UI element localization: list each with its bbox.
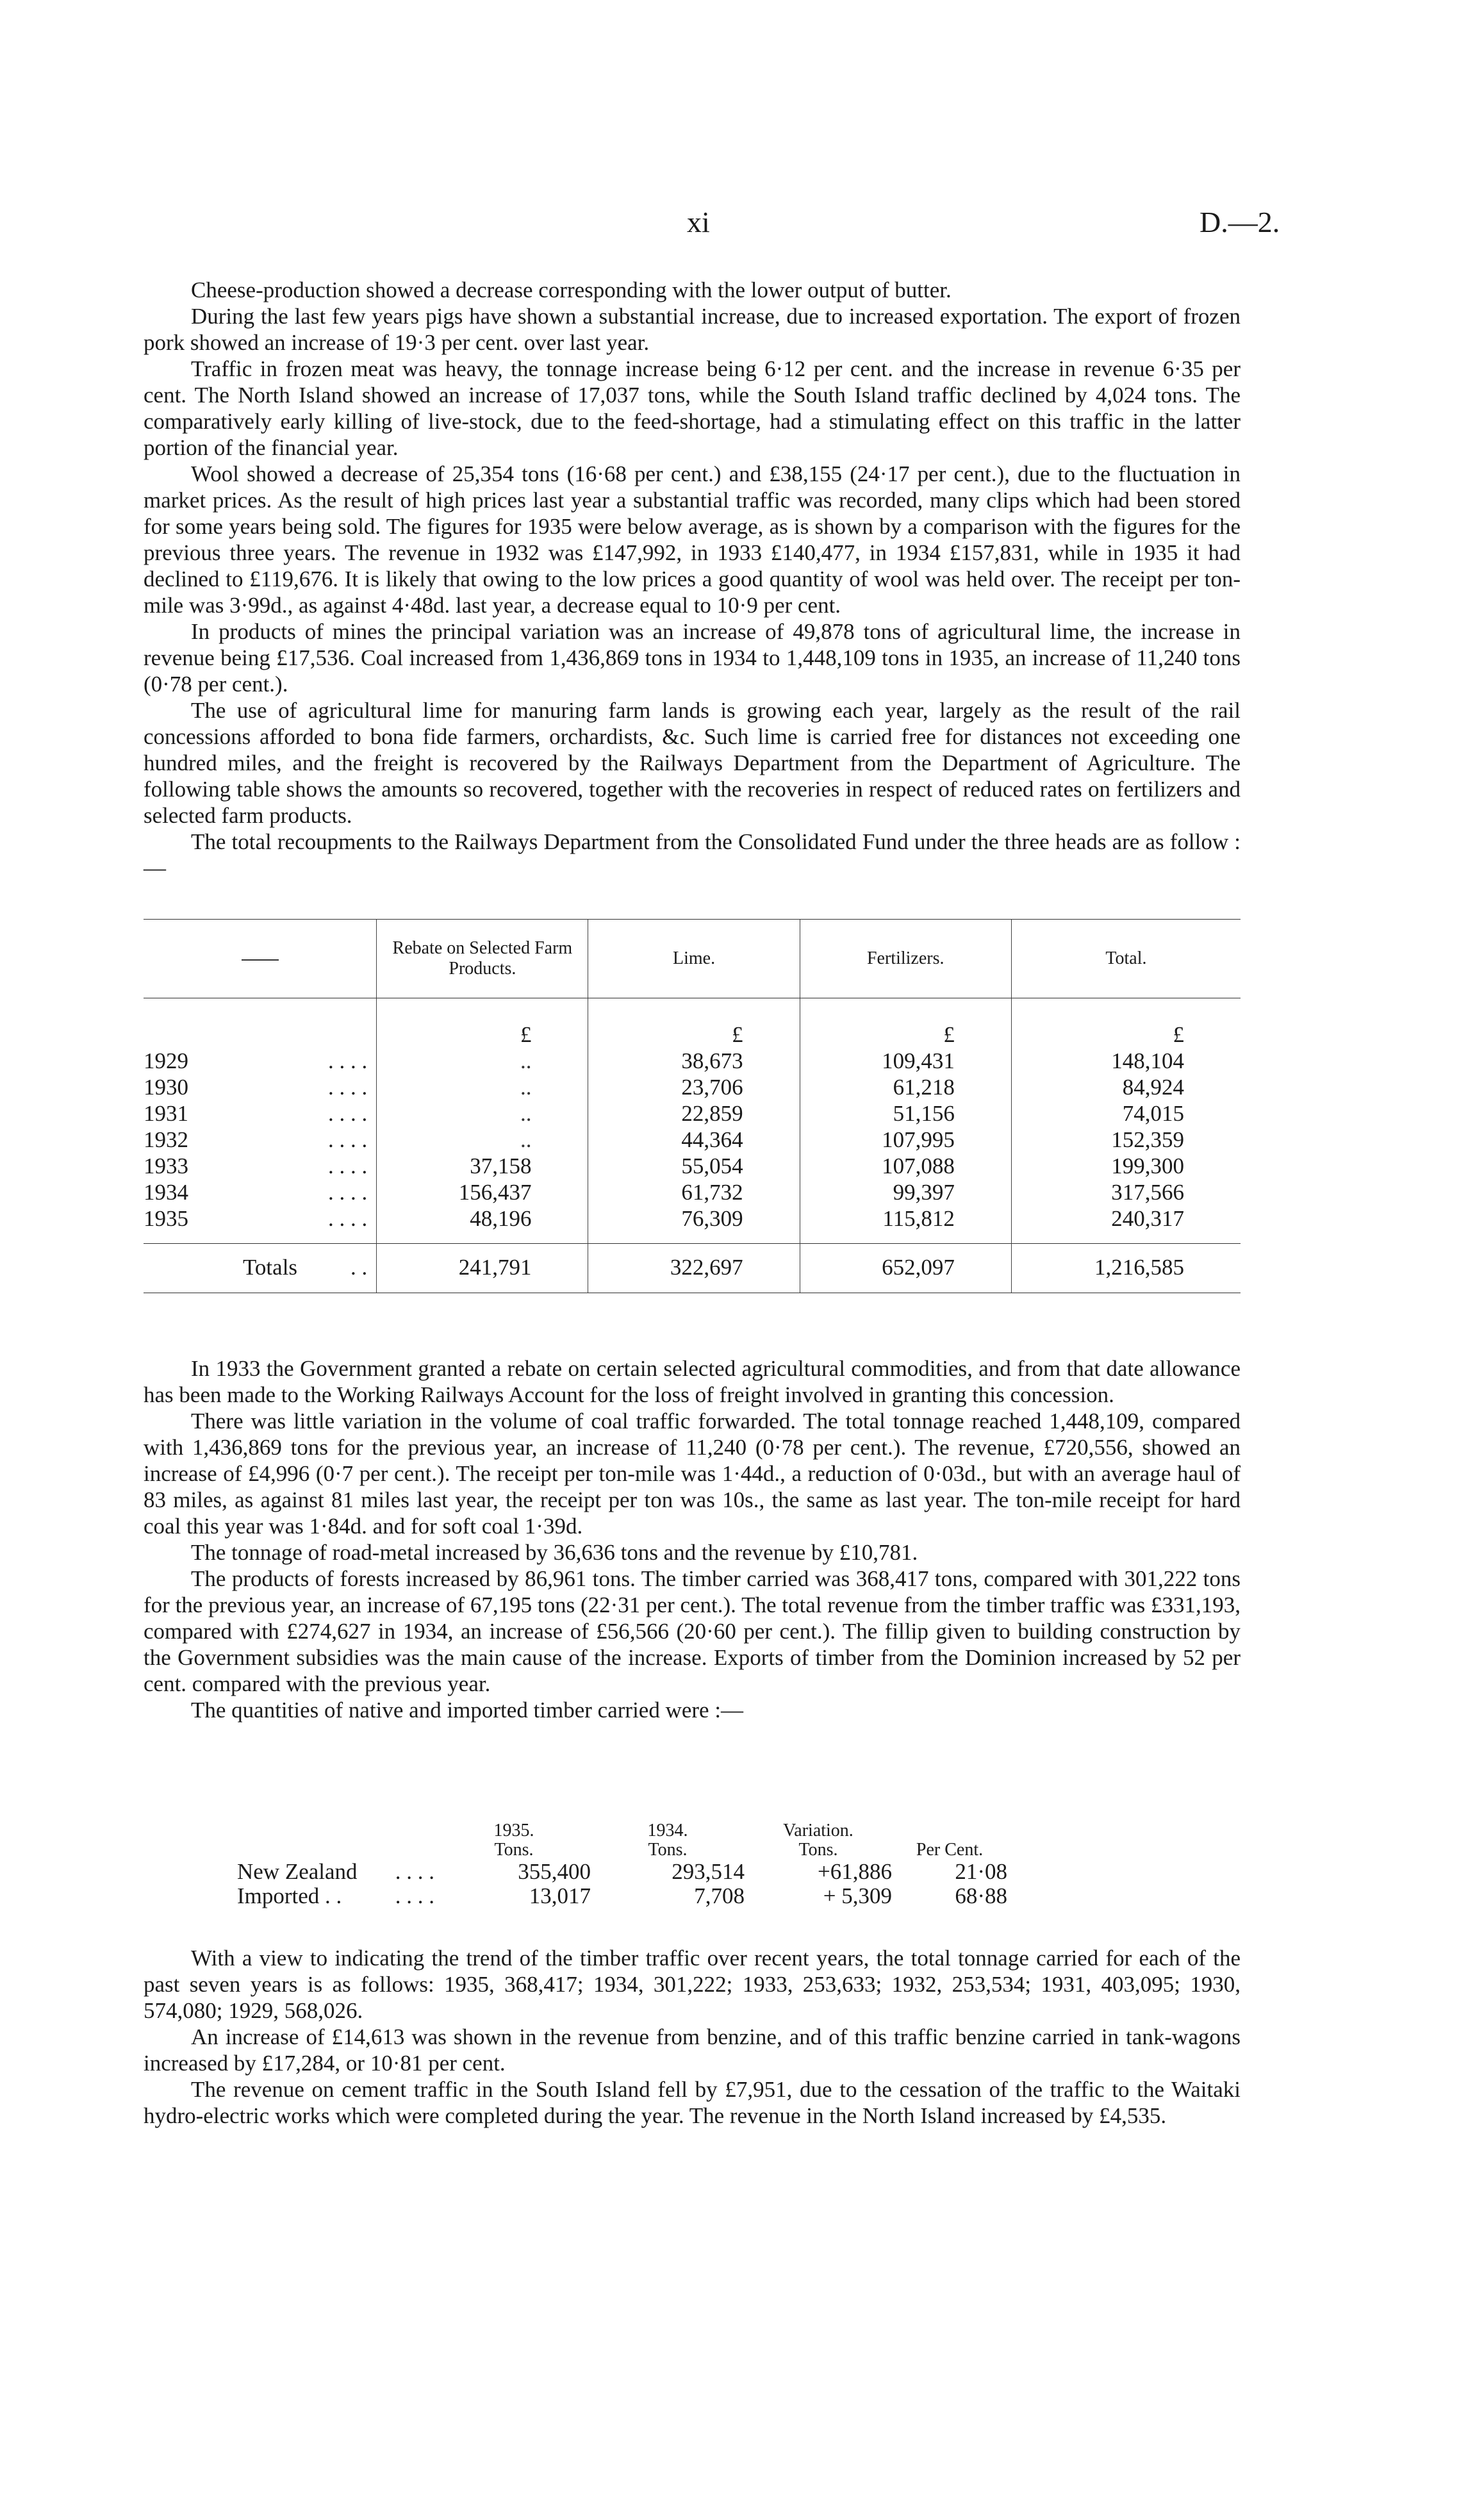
fertilizers-cell: 61,218	[800, 1074, 1011, 1100]
lime-cell: 76,309	[588, 1205, 800, 1244]
header-1934: 1934.	[647, 1821, 688, 1840]
unit-cell: £	[377, 998, 588, 1048]
fertilizers-cell: 99,397	[800, 1179, 1011, 1205]
unit-cell: £	[588, 998, 800, 1048]
paragraph: During the last few years pigs have shown a substantial increase, due to increased exportation. The export of frozen pork showed an increase of 19·3 per cent. over last year.	[144, 304, 1241, 355]
timber-label: New Zealand	[237, 1859, 358, 1884]
rebate-cell: ..	[377, 1100, 588, 1127]
fertilizers-total: 652,097	[800, 1244, 1011, 1293]
year-cell: 1929	[144, 1048, 188, 1073]
lime-cell: 61,732	[588, 1179, 800, 1205]
value-percent: 21·08	[955, 1859, 1007, 1884]
header-fertilizers: Fertilizers.	[800, 920, 1011, 998]
rebate-total: 241,791	[377, 1244, 588, 1293]
header-blank	[144, 920, 377, 998]
rebate-cell: 48,196	[377, 1205, 588, 1244]
lime-cell: 38,673	[588, 1048, 800, 1074]
leader-dots: . .	[350, 1254, 368, 1280]
fertilizers-cell: 107,995	[800, 1127, 1011, 1153]
total-cell: 199,300	[1011, 1153, 1241, 1179]
paragraph: The tonnage of road-metal increased by 36,636 tons and the revenue by £10,781.	[191, 1540, 918, 1565]
leader-dots: . . . .	[328, 1153, 368, 1178]
lime-cell: 23,706	[588, 1074, 800, 1100]
table-row	[144, 1074, 1241, 1100]
total-cell: 148,104	[1011, 1048, 1241, 1074]
header-rebate: Rebate on Selected Farm Products.	[377, 920, 588, 998]
unit-cell: £	[800, 998, 1011, 1048]
lime-cell: 44,364	[588, 1127, 800, 1153]
total-cell: 84,924	[1011, 1074, 1241, 1100]
year-cell: 1931	[144, 1101, 188, 1126]
value-1934: 293,514	[672, 1859, 745, 1884]
text-block-bottom	[144, 1945, 1241, 2129]
leader-dots: . . . .	[395, 1859, 434, 1884]
year-cell: 1934	[144, 1180, 188, 1205]
lime-cell: 55,054	[588, 1153, 800, 1179]
paragraph: Cheese-production showed a decrease corresponding with the lower output of butter.	[191, 277, 952, 302]
fertilizers-cell: 109,431	[800, 1048, 1011, 1074]
rebate-cell: 37,158	[377, 1153, 588, 1179]
header-total: Total.	[1011, 920, 1241, 998]
year-cell: 1930	[144, 1075, 188, 1100]
table-row	[144, 1205, 1241, 1244]
leader-dots: . . . .	[328, 1127, 368, 1152]
total-cell: 317,566	[1011, 1179, 1241, 1205]
value-variation: + 5,309	[823, 1883, 892, 1908]
total-cell: 74,015	[1011, 1100, 1241, 1127]
table-row	[237, 1884, 1007, 1908]
table-row	[144, 1048, 1241, 1074]
year-cell: 1933	[144, 1153, 188, 1178]
paragraph: In products of mines the principal variation was an increase of 49,878 tons of agricultural lime, the increase in revenue being £17,536. Coal increased from 1,436,869 tons in 1934 to 1,448,109 tons in 1935, an increase of 11,240 tons (0·78 per cent.).	[144, 619, 1241, 697]
grand-total: 1,216,585	[1011, 1244, 1241, 1293]
rebate-cell: ..	[377, 1074, 588, 1100]
value-1935: 355,400	[518, 1859, 591, 1884]
timber-header-row	[237, 1821, 1007, 1840]
timber-table	[237, 1821, 1007, 1908]
table-row	[144, 1127, 1241, 1153]
paragraph: The quantities of native and imported timber carried were :—	[191, 1698, 744, 1723]
paragraph: With a view to indicating the trend of the timber traffic over recent years, the total tonnage carried for each of the past seven years is as follows: 1935, 368,417; 1934, 301,222; 1933, 253,633; 1932, 253,534; 1931, 403,095; 1930, 574,080; 1929, 568,026.	[144, 1946, 1241, 2023]
unit-row	[144, 998, 1241, 1048]
table-row	[144, 1179, 1241, 1205]
unit-cell: £	[1011, 998, 1241, 1048]
leader-dots: . . . .	[328, 1075, 368, 1100]
recoupment-table	[144, 919, 1241, 1293]
table-row	[144, 1153, 1241, 1179]
value-1934: 7,708	[694, 1883, 745, 1908]
header-variation: Variation.	[783, 1821, 853, 1840]
leader-dots: . . . .	[328, 1180, 368, 1205]
totals-label: Totals	[243, 1254, 298, 1280]
paragraph: The use of agricultural lime for manuring farm lands is growing each year, largely as the result of the rail concessions afforded to bona fide farmers, orchardists, &c. Such lime is carried free for distances not exceeding one hundred miles, and the freight is recovered by the Railways Department from the Department of Agriculture. The following table shows the amounts so recovered, together with the recoveries in respect of reduced rates on fertilizers and selected farm products.	[144, 698, 1241, 828]
year-cell: 1932	[144, 1127, 188, 1152]
header-1935: 1935.	[493, 1821, 534, 1840]
paragraph: The revenue on cement traffic in the South Island fell by £7,951, due to the cessation of the traffic to the Waitaki hydro-electric works which were completed during the year. The revenue in the North Island increased by £4,535.	[144, 2077, 1241, 2128]
rebate-cell: 156,437	[377, 1179, 588, 1205]
table-row	[237, 1860, 1007, 1884]
leader-dots: . . . .	[328, 1206, 368, 1231]
header-lime: Lime.	[588, 920, 800, 998]
text-block-top	[144, 277, 1241, 881]
unit-tons: Tons.	[798, 1840, 838, 1860]
leader-dots: . . . .	[328, 1101, 368, 1126]
text-block-middle	[144, 1355, 1241, 1723]
total-cell: 152,359	[1011, 1127, 1241, 1153]
fertilizers-cell: 115,812	[800, 1205, 1011, 1244]
year-cell: 1935	[144, 1206, 188, 1231]
lime-cell: 22,859	[588, 1100, 800, 1127]
paragraph: There was little variation in the volume of coal traffic forwarded. The total tonnage reached 1,448,109, compared with 1,436,869 tons for the previous year, an increase of 11,240 (0·78 per cent.). The revenue, £720,556, showed an increase of £4,996 (0·7 per cent.). The receipt per ton-mile was 1·44d., a reduction of 0·03d., but with an average haul of 83 miles, as against 81 miles last year, the receipt per ton was 10s., the same as last year. The ton-mile receipt for hard coal this year was 1·84d. and for soft coal 1·39d.	[144, 1409, 1241, 1539]
leader-dots: . . . .	[395, 1883, 434, 1908]
paragraph: An increase of £14,613 was shown in the revenue from benzine, and of this traffic benzine carried in tank-wagons increased by £17,284, or 10·81 per cent.	[144, 2024, 1241, 2076]
leader-dots: . . . .	[328, 1048, 368, 1073]
paragraph: Traffic in frozen meat was heavy, the tonnage increase being 6·12 per cent. and the increase in revenue 6·35 per cent. The North Island showed an increase of 17,037 tons, while the South Island traffic declined by 4,024 tons. The comparatively early killing of live-stock, due to the feed-shortage, had a stimulating effect on this traffic in the latter portion of the financial year.	[144, 356, 1241, 460]
paragraph: In 1933 the Government granted a rebate on certain selected agricultural commodities, and from that date allowance has been made to the Working Railways Account for the loss of freight involved in granting this concession.	[144, 1356, 1241, 1407]
fertilizers-cell: 107,088	[800, 1153, 1011, 1179]
document-code: D.—2.	[1200, 206, 1280, 238]
total-cell: 240,317	[1011, 1205, 1241, 1244]
value-percent: 68·88	[955, 1883, 1007, 1908]
timber-units-row	[237, 1840, 1007, 1860]
rebate-cell: ..	[377, 1048, 588, 1074]
totals-row	[144, 1244, 1241, 1293]
timber-label: Imported . .	[237, 1883, 342, 1908]
rebate-cell: ..	[377, 1127, 588, 1153]
paragraph: The total recoupments to the Railways Department from the Consolidated Fund under the three heads are as follow :—	[144, 829, 1241, 880]
table-header-row	[144, 920, 1241, 998]
value-1935: 13,017	[529, 1883, 591, 1908]
unit-percent: Per Cent.	[916, 1840, 984, 1860]
paragraph: Wool showed a decrease of 25,354 tons (16·68 per cent.) and £38,155 (24·17 per cent.), due to the fluctuation in market prices. As the result of high prices last year a substantial traffic was recorded, many clips which had been stored for some years being sold. The figures for 1935 were below average, as is shown by a comparison with the figures for the previous three years. The revenue in 1932 was £147,992, in 1933 £140,477, in 1934 £157,831, while in 1935 it had declined to £119,676. It is likely that owing to the low prices a good quantity of wool was held over. The receipt per ton-mile was 3·99d., as against 4·48d. last year, a decrease equal to 10·9 per cent.	[144, 461, 1241, 618]
lime-total: 322,697	[588, 1244, 800, 1293]
table-row	[144, 1100, 1241, 1127]
unit-tons: Tons.	[494, 1840, 534, 1860]
value-variation: +61,886	[818, 1859, 892, 1884]
page-number: xi	[687, 206, 710, 238]
unit-tons: Tons.	[648, 1840, 688, 1860]
paragraph: The products of forests increased by 86,961 tons. The timber carried was 368,417 tons, compared with 301,222 tons for the previous year, an increase of 67,195 tons (22·31 per cent.). The total revenue from the timber traffic was £331,193, compared with £274,627 in 1934, an increase of £56,566 (20·60 per cent.). The fillip given to building construction by the Government subsidies was the main cause of the increase. Exports of timber from the Dominion increased by 52 per cent. compared with the previous year.	[144, 1566, 1241, 1696]
fertilizers-cell: 51,156	[800, 1100, 1011, 1127]
